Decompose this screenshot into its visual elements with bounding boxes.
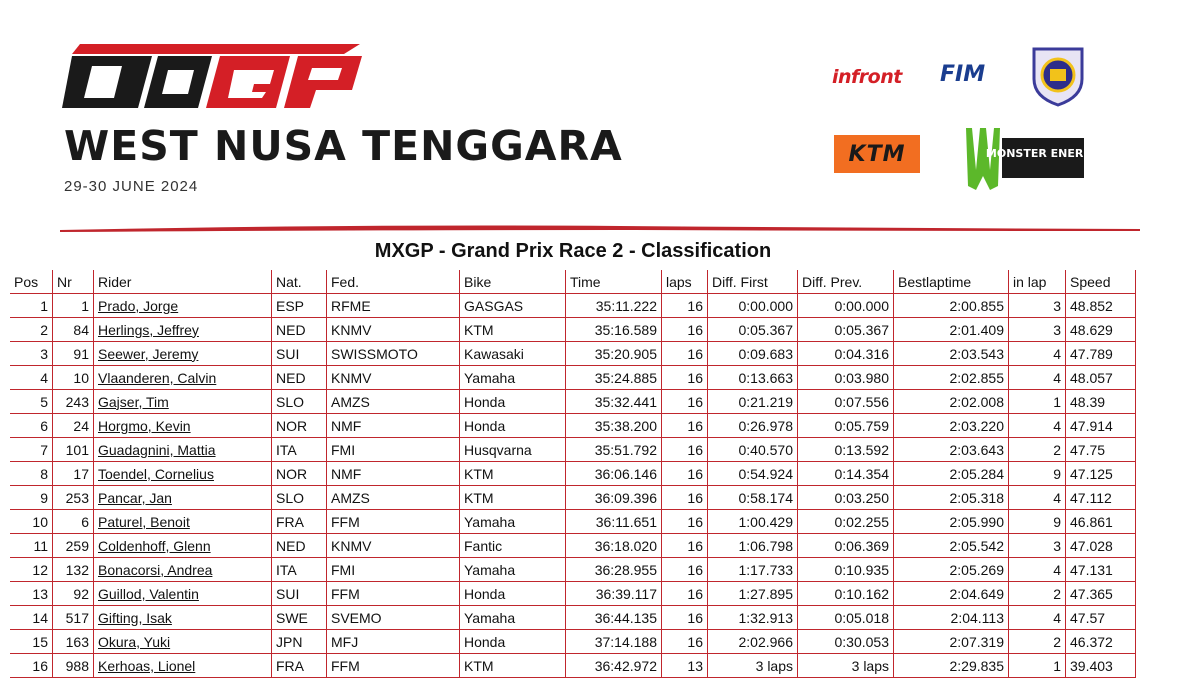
cell-nat: SUI xyxy=(272,342,327,366)
cell-bestlaptime: 2:05.318 xyxy=(894,486,1009,510)
cell-diff-prev: 0:30.053 xyxy=(798,630,894,654)
cell-bestlaptime: 2:03.643 xyxy=(894,438,1009,462)
cell-in-lap: 4 xyxy=(1009,366,1066,390)
rider-link[interactable]: Guillod, Valentin xyxy=(98,585,199,602)
cell-nr: 163 xyxy=(53,630,94,654)
cell-bestlaptime: 2:05.990 xyxy=(894,510,1009,534)
cell-nat: NOR xyxy=(272,462,327,486)
cell-in-lap: 4 xyxy=(1009,558,1066,582)
cell-diff-first: 0:13.663 xyxy=(708,366,798,390)
table-row xyxy=(10,462,1136,486)
infront-logo: infront xyxy=(832,66,902,88)
table-row xyxy=(10,414,1136,438)
cell-fed: KNMV xyxy=(327,534,460,558)
cell-time: 35:51.792 xyxy=(566,438,662,462)
rider-link[interactable]: Prado, Jorge xyxy=(98,297,179,314)
cell-fed: NMF xyxy=(327,462,460,486)
rider-link[interactable]: Coldenhoff, Glenn xyxy=(98,537,211,554)
cell-nat: ITA xyxy=(272,558,327,582)
cell-diff-prev: 0:07.556 xyxy=(798,390,894,414)
rider-link[interactable]: Gajser, Tim xyxy=(98,393,169,410)
rider-link[interactable]: Toendel, Cornelius xyxy=(98,465,214,482)
table-row xyxy=(10,342,1136,366)
cell-laps: 16 xyxy=(662,342,708,366)
monster-energy-logo xyxy=(962,126,1101,192)
cell-bike: Honda xyxy=(460,414,566,438)
cell-rider xyxy=(94,294,272,318)
cell-nat: JPN xyxy=(272,630,327,654)
cell-bike: Yamaha xyxy=(460,606,566,630)
cell-rider xyxy=(94,654,272,678)
table-row xyxy=(10,510,1136,534)
rider-link[interactable]: Bonacorsi, Andrea xyxy=(98,561,213,578)
cell-pos: 1 xyxy=(10,294,53,318)
cell-diff-prev: 0:00.000 xyxy=(798,294,894,318)
cell-fed: SVEMO xyxy=(327,606,460,630)
table-row xyxy=(10,294,1136,318)
cell-diff-first: 1:27.895 xyxy=(708,582,798,606)
cell-bestlaptime: 2:00.855 xyxy=(894,294,1009,318)
cell-diff-prev: 0:10.935 xyxy=(798,558,894,582)
cell-in-lap: 9 xyxy=(1009,510,1066,534)
mxgp-logo xyxy=(62,40,362,112)
column-header-diff-first: Diff. First xyxy=(708,270,798,294)
cell-speed: 47.75 xyxy=(1066,438,1136,462)
column-header-speed: Speed xyxy=(1066,270,1136,294)
cell-diff-prev: 0:04.316 xyxy=(798,342,894,366)
cell-bike: KTM xyxy=(460,654,566,678)
column-header-fed: Fed. xyxy=(327,270,460,294)
cell-diff-first: 0:00.000 xyxy=(708,294,798,318)
cell-diff-first: 0:05.367 xyxy=(708,318,798,342)
cell-time: 36:39.117 xyxy=(566,582,662,606)
cell-bike: Yamaha xyxy=(460,366,566,390)
cell-bike: KTM xyxy=(460,318,566,342)
cell-diff-prev: 0:05.367 xyxy=(798,318,894,342)
table-row xyxy=(10,558,1136,582)
column-header-in-lap: in lap xyxy=(1009,270,1066,294)
fim-logo: FIM xyxy=(940,62,986,87)
cell-nr: 988 xyxy=(53,654,94,678)
column-header-bestlaptime: Bestlaptime xyxy=(894,270,1009,294)
cell-time: 37:14.188 xyxy=(566,630,662,654)
cell-time: 36:42.972 xyxy=(566,654,662,678)
cell-fed: MFJ xyxy=(327,630,460,654)
cell-bike: GASGAS xyxy=(460,294,566,318)
cell-fed: FMI xyxy=(327,438,460,462)
cell-in-lap: 2 xyxy=(1009,630,1066,654)
cell-time: 35:16.589 xyxy=(566,318,662,342)
cell-laps: 16 xyxy=(662,510,708,534)
cell-nr: 84 xyxy=(53,318,94,342)
table-row xyxy=(10,318,1136,342)
cell-diff-prev: 0:03.980 xyxy=(798,366,894,390)
cell-diff-prev: 0:06.369 xyxy=(798,534,894,558)
cell-pos: 5 xyxy=(10,390,53,414)
cell-bike: Fantic xyxy=(460,534,566,558)
cell-in-lap: 2 xyxy=(1009,438,1066,462)
cell-speed: 47.131 xyxy=(1066,558,1136,582)
rider-link[interactable]: Herlings, Jeffrey xyxy=(98,321,199,338)
cell-in-lap: 4 xyxy=(1009,606,1066,630)
cell-fed: AMZS xyxy=(327,486,460,510)
cell-time: 36:28.955 xyxy=(566,558,662,582)
cell-speed: 48.852 xyxy=(1066,294,1136,318)
cell-nat: SLO xyxy=(272,390,327,414)
cell-bestlaptime: 2:02.008 xyxy=(894,390,1009,414)
cell-bestlaptime: 2:05.542 xyxy=(894,534,1009,558)
cell-speed: 47.57 xyxy=(1066,606,1136,630)
cell-pos: 4 xyxy=(10,366,53,390)
cell-speed: 48.629 xyxy=(1066,318,1136,342)
cell-nr: 259 xyxy=(53,534,94,558)
cell-speed: 47.125 xyxy=(1066,462,1136,486)
cell-bestlaptime: 2:29.835 xyxy=(894,654,1009,678)
cell-speed: 47.789 xyxy=(1066,342,1136,366)
column-header-rider: Rider xyxy=(94,270,272,294)
cell-diff-first: 2:02.966 xyxy=(708,630,798,654)
cell-rider xyxy=(94,486,272,510)
table-row xyxy=(10,534,1136,558)
cell-bestlaptime: 2:01.409 xyxy=(894,318,1009,342)
cell-laps: 16 xyxy=(662,414,708,438)
cell-fed: NMF xyxy=(327,414,460,438)
cell-diff-first: 0:21.219 xyxy=(708,390,798,414)
cell-fed: FFM xyxy=(327,582,460,606)
cell-fed: FFM xyxy=(327,510,460,534)
cell-pos: 3 xyxy=(10,342,53,366)
cell-time: 36:06.146 xyxy=(566,462,662,486)
cell-time: 35:32.441 xyxy=(566,390,662,414)
cell-pos: 15 xyxy=(10,630,53,654)
cell-time: 36:09.396 xyxy=(566,486,662,510)
cell-nr: 91 xyxy=(53,342,94,366)
table-row xyxy=(10,630,1136,654)
cell-speed: 47.914 xyxy=(1066,414,1136,438)
classification-body xyxy=(10,294,1136,678)
cell-rider xyxy=(94,630,272,654)
cell-rider xyxy=(94,606,272,630)
cell-pos: 10 xyxy=(10,510,53,534)
cell-nat: NED xyxy=(272,534,327,558)
cell-laps: 16 xyxy=(662,486,708,510)
cell-time: 36:11.651 xyxy=(566,510,662,534)
column-header-nat: Nat. xyxy=(272,270,327,294)
cell-nat: NOR xyxy=(272,414,327,438)
cell-pos: 2 xyxy=(10,318,53,342)
cell-nat: FRA xyxy=(272,654,327,678)
rider-link[interactable]: Kerhoas, Lionel xyxy=(98,657,196,674)
rider-link[interactable]: Gifting, Isak xyxy=(98,609,172,626)
cell-diff-prev: 0:13.592 xyxy=(798,438,894,462)
cell-bestlaptime: 2:05.269 xyxy=(894,558,1009,582)
cell-nat: ESP xyxy=(272,294,327,318)
cell-time: 35:24.885 xyxy=(566,366,662,390)
cell-speed: 39.403 xyxy=(1066,654,1136,678)
cell-nat: NED xyxy=(272,366,327,390)
cell-bike: Yamaha xyxy=(460,558,566,582)
cell-pos: 8 xyxy=(10,462,53,486)
cell-pos: 14 xyxy=(10,606,53,630)
rider-link[interactable]: Vlaanderen, Calvin xyxy=(98,369,217,386)
cell-diff-first: 0:09.683 xyxy=(708,342,798,366)
cell-nat: SLO xyxy=(272,486,327,510)
cell-in-lap: 4 xyxy=(1009,414,1066,438)
cell-fed: RFME xyxy=(327,294,460,318)
cell-diff-first: 0:40.570 xyxy=(708,438,798,462)
table-row xyxy=(10,582,1136,606)
column-header-pos: Pos xyxy=(10,270,53,294)
cell-bike: KTM xyxy=(460,462,566,486)
cell-rider xyxy=(94,534,272,558)
cell-bike: Husqvarna xyxy=(460,438,566,462)
decorative-red-stroke xyxy=(60,222,1140,234)
cell-nr: 92 xyxy=(53,582,94,606)
table-row xyxy=(10,390,1136,414)
cell-laps: 16 xyxy=(662,606,708,630)
cell-fed: KNMV xyxy=(327,318,460,342)
cell-diff-prev: 0:03.250 xyxy=(798,486,894,510)
cell-diff-first: 1:06.798 xyxy=(708,534,798,558)
cell-fed: AMZS xyxy=(327,390,460,414)
cell-in-lap: 9 xyxy=(1009,462,1066,486)
cell-nr: 243 xyxy=(53,390,94,414)
rider-link[interactable]: Guadagnini, Mattia xyxy=(98,441,216,458)
cell-pos: 11 xyxy=(10,534,53,558)
cell-rider xyxy=(94,342,272,366)
cell-in-lap: 1 xyxy=(1009,390,1066,414)
rider-link[interactable]: Horgmo, Kevin xyxy=(98,417,191,434)
table-row xyxy=(10,606,1136,630)
cell-nat: SUI xyxy=(272,582,327,606)
cell-rider xyxy=(94,558,272,582)
table-row xyxy=(10,486,1136,510)
cell-speed: 47.112 xyxy=(1066,486,1136,510)
cell-nr: 17 xyxy=(53,462,94,486)
cell-nr: 10 xyxy=(53,366,94,390)
cell-fed: FFM xyxy=(327,654,460,678)
cell-rider xyxy=(94,318,272,342)
cell-diff-first: 3 laps xyxy=(708,654,798,678)
cell-bestlaptime: 2:05.284 xyxy=(894,462,1009,486)
cell-laps: 16 xyxy=(662,390,708,414)
cell-diff-first: 0:26.978 xyxy=(708,414,798,438)
cell-pos: 7 xyxy=(10,438,53,462)
cell-nat: NED xyxy=(272,318,327,342)
rider-link[interactable]: Pancar, Jan xyxy=(98,489,172,506)
cell-diff-prev: 0:05.759 xyxy=(798,414,894,438)
cell-nat: SWE xyxy=(272,606,327,630)
cell-laps: 16 xyxy=(662,558,708,582)
cell-in-lap: 2 xyxy=(1009,582,1066,606)
cell-laps: 16 xyxy=(662,438,708,462)
classification-table xyxy=(10,270,1136,678)
ktm-logo: KTM xyxy=(834,135,920,173)
cell-bike: Honda xyxy=(460,630,566,654)
cell-rider xyxy=(94,390,272,414)
cell-nr: 24 xyxy=(53,414,94,438)
cell-in-lap: 3 xyxy=(1009,294,1066,318)
table-row xyxy=(10,366,1136,390)
cell-speed: 46.372 xyxy=(1066,630,1136,654)
cell-nr: 517 xyxy=(53,606,94,630)
cell-pos: 6 xyxy=(10,414,53,438)
cell-rider xyxy=(94,582,272,606)
cell-bestlaptime: 2:04.113 xyxy=(894,606,1009,630)
cell-in-lap: 1 xyxy=(1009,654,1066,678)
cell-rider xyxy=(94,366,272,390)
cell-nr: 253 xyxy=(53,486,94,510)
cell-diff-first: 0:54.924 xyxy=(708,462,798,486)
cell-laps: 13 xyxy=(662,654,708,678)
rider-link[interactable]: Seewer, Jeremy xyxy=(98,345,199,362)
cell-diff-prev: 0:14.354 xyxy=(798,462,894,486)
cell-bike: KTM xyxy=(460,486,566,510)
cell-diff-first: 0:58.174 xyxy=(708,486,798,510)
cell-speed: 48.057 xyxy=(1066,366,1136,390)
rider-link[interactable]: Okura, Yuki xyxy=(98,633,171,650)
cell-time: 35:20.905 xyxy=(566,342,662,366)
cell-pos: 16 xyxy=(10,654,53,678)
cell-speed: 47.365 xyxy=(1066,582,1136,606)
cell-nat: ITA xyxy=(272,438,327,462)
cell-bike: Honda xyxy=(460,582,566,606)
cell-pos: 12 xyxy=(10,558,53,582)
table-row xyxy=(10,654,1136,678)
cell-diff-prev: 0:02.255 xyxy=(798,510,894,534)
table-header-row xyxy=(10,270,1136,294)
column-header-time: Time xyxy=(566,270,662,294)
cell-rider xyxy=(94,462,272,486)
table-row xyxy=(10,438,1136,462)
cell-bike: Honda xyxy=(460,390,566,414)
column-header-diff-prev: Diff. Prev. xyxy=(798,270,894,294)
column-header-laps: laps xyxy=(662,270,708,294)
cell-laps: 16 xyxy=(662,462,708,486)
cell-nr: 1 xyxy=(53,294,94,318)
cell-laps: 16 xyxy=(662,294,708,318)
cell-laps: 16 xyxy=(662,534,708,558)
cell-in-lap: 3 xyxy=(1009,534,1066,558)
cell-time: 35:11.222 xyxy=(566,294,662,318)
cell-laps: 16 xyxy=(662,318,708,342)
cell-time: 36:18.020 xyxy=(566,534,662,558)
cell-bestlaptime: 2:07.319 xyxy=(894,630,1009,654)
cell-rider xyxy=(94,414,272,438)
cell-rider xyxy=(94,510,272,534)
cell-diff-prev: 3 laps xyxy=(798,654,894,678)
cell-fed: FMI xyxy=(327,558,460,582)
cell-laps: 16 xyxy=(662,630,708,654)
cell-bike: Yamaha xyxy=(460,510,566,534)
event-name: WEST NUSA TENGGARA xyxy=(64,122,623,170)
cell-diff-first: 1:17.733 xyxy=(708,558,798,582)
cell-nr: 101 xyxy=(53,438,94,462)
federation-badge-icon xyxy=(1030,45,1086,107)
monster-energy-text: MONSTER ENERGY xyxy=(985,147,1101,160)
cell-speed: 47.028 xyxy=(1066,534,1136,558)
rider-link[interactable]: Paturel, Benoit xyxy=(98,513,190,530)
cell-speed: 48.39 xyxy=(1066,390,1136,414)
cell-rider xyxy=(94,438,272,462)
cell-bestlaptime: 2:03.543 xyxy=(894,342,1009,366)
cell-fed: KNMV xyxy=(327,366,460,390)
cell-diff-first: 1:00.429 xyxy=(708,510,798,534)
event-date: 29-30 JUNE 2024 xyxy=(64,178,199,195)
cell-laps: 16 xyxy=(662,582,708,606)
cell-bike: Kawasaki xyxy=(460,342,566,366)
cell-nr: 132 xyxy=(53,558,94,582)
cell-pos: 13 xyxy=(10,582,53,606)
column-header-nr: Nr xyxy=(53,270,94,294)
cell-time: 35:38.200 xyxy=(566,414,662,438)
cell-pos: 9 xyxy=(10,486,53,510)
cell-speed: 46.861 xyxy=(1066,510,1136,534)
cell-in-lap: 4 xyxy=(1009,342,1066,366)
cell-bestlaptime: 2:04.649 xyxy=(894,582,1009,606)
cell-nr: 6 xyxy=(53,510,94,534)
cell-in-lap: 4 xyxy=(1009,486,1066,510)
cell-diff-prev: 0:10.162 xyxy=(798,582,894,606)
cell-bestlaptime: 2:02.855 xyxy=(894,366,1009,390)
column-header-bike: Bike xyxy=(460,270,566,294)
cell-time: 36:44.135 xyxy=(566,606,662,630)
cell-bestlaptime: 2:03.220 xyxy=(894,414,1009,438)
cell-diff-prev: 0:05.018 xyxy=(798,606,894,630)
cell-diff-first: 1:32.913 xyxy=(708,606,798,630)
page-title: MXGP - Grand Prix Race 2 - Classification xyxy=(374,240,772,262)
cell-laps: 16 xyxy=(662,366,708,390)
cell-in-lap: 3 xyxy=(1009,318,1066,342)
cell-fed: SWISSMOTO xyxy=(327,342,460,366)
cell-nat: FRA xyxy=(272,510,327,534)
